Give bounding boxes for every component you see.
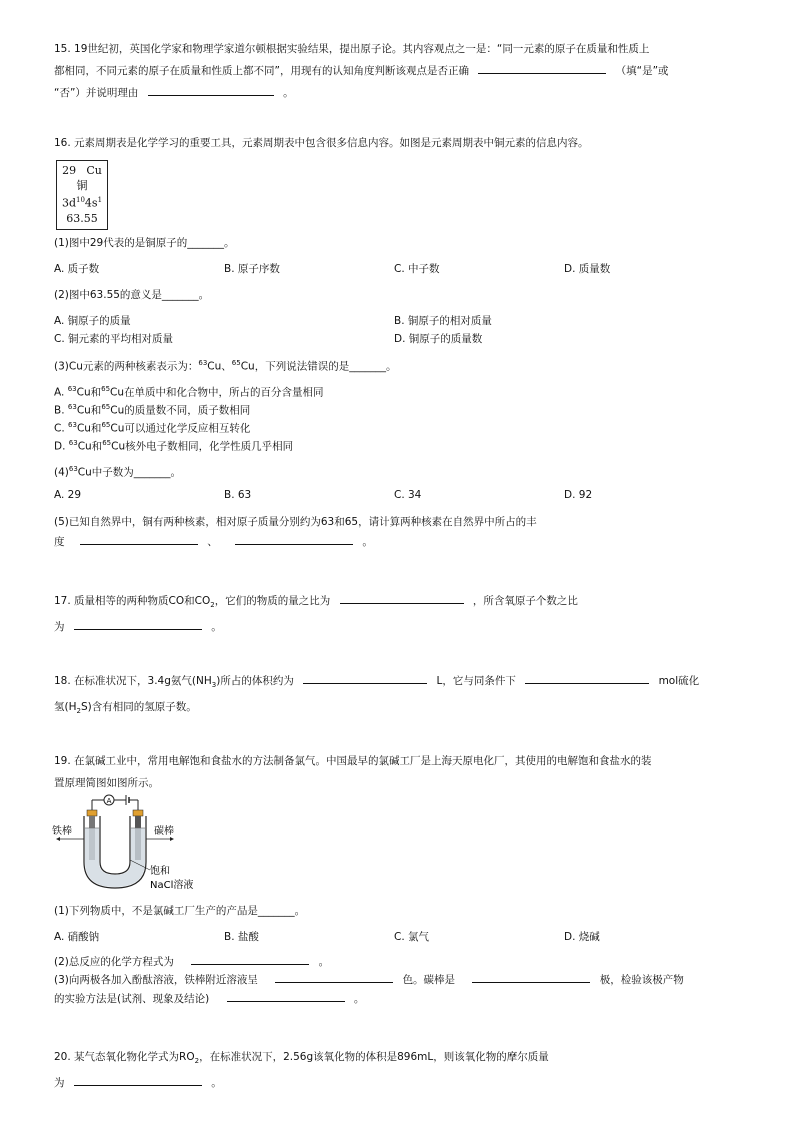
q16-p5-line2: 度 [54, 536, 65, 548]
q17-blank-1[interactable] [340, 591, 464, 604]
q15-line2-tail: （填“是”或 [615, 65, 669, 77]
carbon-rod-label: 碳棒 [154, 826, 174, 837]
q16-p1-option-b[interactable]: B. 原子序数 [224, 263, 280, 275]
q16-p5-line1: (5)已知自然界中，铜有两种核素，相对原子质量分别约为63和65，请计算两种核素在自然界中所占的丰 [54, 516, 537, 528]
q16-p4-question: $(4)^{63}Cu$中子数为_______。 [54, 465, 182, 479]
q16-p5-end: 。 [362, 536, 373, 548]
q16-p1-option-c[interactable]: C. 中子数 [394, 263, 440, 275]
question-16-stem: 16. 元素周期表是化学学习的重要工具，元素周期表中包含很多信息内容。如图是元素周期表中铜元素的信息内容。 [54, 137, 589, 149]
copper-element-card [56, 160, 108, 230]
question-15 [54, 38, 744, 104]
q16-p4-option-d[interactable]: D. 92 [564, 489, 593, 501]
q16-p4-options [54, 486, 744, 504]
solution-label-2: NaCl溶液 [150, 880, 194, 891]
ammeter-label: A [106, 797, 112, 805]
q16-p4-option-c[interactable]: C. 34 [394, 489, 422, 501]
q15-line1: 15. 19世纪初，英国化学家和物理学家道尔顿根据实验结果，提出原子论。其内容观点之一是：“同一元素的原子在质量和性质上 [54, 43, 650, 55]
q19-p3: (3)向两极各加入酚酞溶液，铁棒附近溶液呈 色。碳棒是 极，检验该极产物 的实验方法是(试剂、现象及结论) 。 [54, 970, 744, 1008]
q19-p2-blank[interactable] [191, 952, 309, 965]
q18-blank-1[interactable] [303, 671, 427, 684]
q16-p5 [54, 512, 744, 552]
q16-p5-sep: 、 [207, 536, 218, 548]
q19-p3-blank-1[interactable] [275, 970, 393, 983]
q15-answer-blank-1[interactable] [478, 61, 606, 74]
q16-p2-options [54, 312, 744, 348]
q16-p3-option-a[interactable]: A. $^{63}$Cu和$^{65}$Cu在单质中和化合物中，所占的百分含量相同 [54, 385, 324, 399]
question-18: 18. 在标准状况下，3.4g氨气$(NH_3)$所占的体积约为 L，它与同条件下 mol硫化 氢$(H_2S)$含有相同的氢原子数。 [54, 670, 744, 722]
q19-p1-options [54, 928, 744, 946]
q15-line3-tail: 。 [283, 87, 294, 99]
q16-p2-question: (2)图中63.55的意义是_______。 [54, 289, 210, 301]
q16-p5-blank-2[interactable] [235, 532, 353, 545]
q16-p3-option-b[interactable]: B. $^{63}$Cu和$^{65}$Cu的质量数不同，质子数相同 [54, 403, 251, 417]
q16-p4-option-b[interactable]: B. 63 [224, 489, 252, 501]
q19-p1-option-b[interactable]: B. 盐酸 [224, 931, 259, 943]
q17-blank-2[interactable] [74, 617, 202, 630]
electrolysis-apparatus-figure [50, 792, 210, 892]
q15-answer-blank-2[interactable] [148, 83, 274, 96]
q16-p2-option-d[interactable]: D. 铜原子的质量数 [394, 333, 483, 345]
question-20: 20. 某气态氧化物化学式为$RO_2$，在标准状况下，2.56g该氧化物的体积是896mL，则该氧化物的摩尔质量 为 。 [54, 1051, 549, 1090]
q19-p3-blank-2[interactable] [472, 970, 590, 983]
q16-p1-question: (1)图中29代表的是铜原子的_______。 [54, 237, 235, 249]
q19-p1-option-d[interactable]: D. 烧碱 [564, 931, 600, 943]
q19-p1-question: (1)下列物质中，不是氯碱工厂生产的产品是_______。 [54, 905, 306, 917]
q16-p5-blank-1[interactable] [80, 532, 198, 545]
q19-p2: (2)总反应的化学方程式为 。 [54, 952, 744, 971]
atomic-mass: 63.55 [66, 211, 98, 225]
question-19: 19. 在氯碱工业中，常用电解饱和食盐水的方法制备氯气。中国最早的氯碱工厂是上海天原电化厂，其使用的电解饱和食盐水的装 置原理简图如图所示。 [54, 755, 652, 789]
question-17: 17. 质量相等的两种物质CO和$CO_2$，它们的物质的量之比为 ，所含氧原子个数之比 为 。 [54, 590, 744, 638]
q16-p4-option-a[interactable]: A. 29 [54, 489, 82, 501]
q16-p2-option-c[interactable]: C. 铜元素的平均相对质量 [54, 333, 174, 345]
q18-blank-2[interactable] [525, 671, 649, 684]
q19-p1-option-a[interactable]: A. 硝酸钠 [54, 931, 100, 943]
q16-p1-option-d[interactable]: D. 质量数 [564, 263, 611, 275]
electron-config: $3d^{10}4s^1$ [61, 196, 103, 210]
q19-p1-option-c[interactable]: C. 氯气 [394, 931, 430, 943]
q16-p2-option-b[interactable]: B. 铜原子的相对质量 [394, 315, 492, 327]
element-symbol: Cu [86, 164, 102, 177]
atomic-number: 29 [62, 164, 77, 177]
q16-p1-option-a[interactable]: A. 质子数 [54, 263, 100, 275]
q20-blank[interactable] [74, 1073, 202, 1086]
q16-p3-option-c[interactable]: C. $^{63}$Cu和$^{65}$Cu可以通过化学反应相互转化 [54, 421, 251, 435]
q15-line2-text: 都相同，不同元素的原子在质量和性质上都不同”，用现有的认知角度判断该观点是否正确 [54, 65, 469, 77]
q16-p2-option-a[interactable]: A. 铜原子的质量 [54, 315, 131, 327]
q16-p1-options [54, 260, 744, 278]
element-name: 铜 [76, 179, 88, 192]
q19-p3-blank-3[interactable] [227, 989, 345, 1002]
solution-label-1: 饱和 [150, 866, 170, 877]
q15-line3-text: “否”）并说明理由 [54, 87, 139, 99]
iron-rod-label: 铁棒 [52, 826, 72, 837]
q16-p3-question: (3)Cu元素的两种核素表示为：$^{63}$Cu、$^{65}$Cu，下列说法错误的是_______。 [54, 359, 397, 373]
q16-p3-option-d[interactable]: D. $^{63}$Cu和$^{65}$Cu核外电子数相同，化学性质几乎相同 [54, 439, 294, 453]
